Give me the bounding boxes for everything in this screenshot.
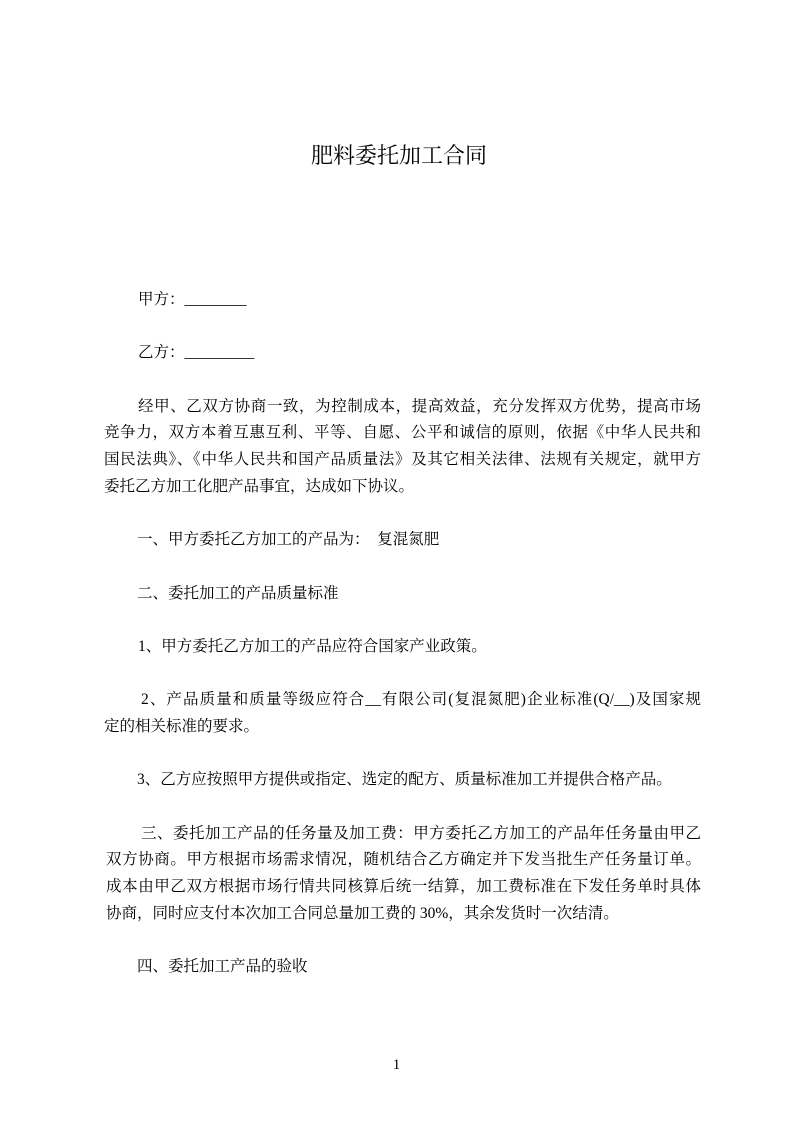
party-a-paragraph [104,287,701,314]
preamble-line: 国民法典》、《中华人民共和国产品质量法》及其它相关法律、法规有关规定，就甲方 [104,451,701,469]
clause-2-item-2-line: 2、产品质量和质量等级应符合__有限公司(复混氮肥)企业标准(Q/__)及国家规 [141,691,701,709]
clause-2-item-1: 1、甲方委托乙方加工的产品应符合国家产业政策。 [138,637,487,655]
preamble-line: 经甲、乙双方协商一致，为控制成本，提高效益，充分发挥双方优势，提高市场 [138,397,701,415]
clause-2-item-3-paragraph [104,767,701,794]
clause-1-paragraph [104,527,701,554]
page-number: 1 [392,1057,401,1073]
document-title: 肥料委托加工合同 [310,144,487,169]
clause-3-line: 成本由甲乙双方根据市场行情共同核算后统一结算，加工费标准在下发任务单时具体 [106,878,701,896]
clause-3-paragraph [104,821,701,928]
clause-2-item-3: 3、乙方应按照甲方提供或指定、选定的配方、质量标准加工并提供合格产品。 [137,771,672,789]
clause-4-paragraph [104,954,701,981]
clause-4-heading: 四、委托加工产品的验收 [137,958,308,976]
clause-2-item-2-line: 定的相关标准的要求。 [104,718,260,735]
clause-3-line: 三、委托加工产品的任务量及加工费：甲方委托乙方加工的产品年任务量由甲乙 [141,824,701,842]
clause-2-heading-paragraph [104,581,701,608]
contract-body [104,287,701,1008]
clause-2-item-2-paragraph [104,687,701,740]
party-a-line: 甲方：________ [138,291,247,308]
preamble-line: 竞争力，双方本着互惠互利、平等、自愿、公平和诚信的原则，依据《中华人民共和 [104,424,701,442]
preamble-paragraph [104,394,701,501]
party-b-paragraph [104,340,701,367]
clause-3-line: 双方协商。甲方根据市场需求情况，随机结合乙方确定并下发当批生产任务量订单。 [106,851,701,869]
clause-2-item-1-paragraph [104,634,701,661]
preamble-line: 委托乙方加工化肥产品事宜，达成如下协议。 [104,477,415,495]
clause-3-line: 协商，同时应支付本次加工合同总量加工费的 30%，其余发货时一次结清。 [106,904,619,922]
clause-1-line: 一、甲方委托乙方加工的产品为： 复混氮肥 [137,531,440,549]
party-b-line: 乙方：_________ [138,344,255,362]
clause-2-heading: 二、委托加工的产品质量标准 [137,584,339,602]
